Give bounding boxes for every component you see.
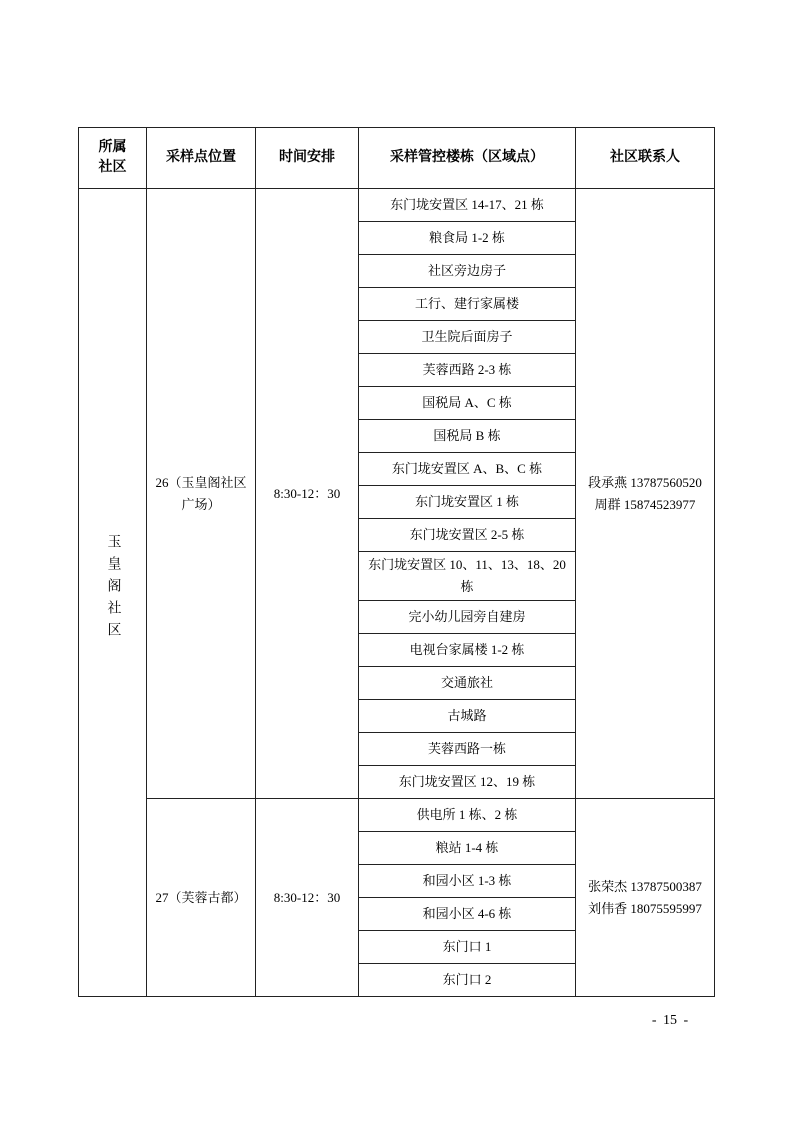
sampling-table <box>78 127 715 997</box>
building-cell: 国税局 A、C 栋 <box>359 387 576 420</box>
building-cell: 和园小区 1-3 栋 <box>359 865 576 898</box>
building-cell: 东门口 2 <box>359 964 576 997</box>
building-cell: 电视台家属楼 1-2 栋 <box>359 634 576 667</box>
contact-line: 张荣杰 13787500387 <box>588 878 702 894</box>
header-location: 采样点位置 <box>147 128 256 189</box>
building-cell: 完小幼儿园旁自建房 <box>359 601 576 634</box>
building-cell: 工行、建行家属楼 <box>359 288 576 321</box>
time-cell-point26: 8:30-12：30 <box>256 189 359 799</box>
building-cell: 东门垅安置区 A、B、C 栋 <box>359 453 576 486</box>
building-cell: 东门垅安置区 1 栋 <box>359 486 576 519</box>
building-cell: 社区旁边房子 <box>359 255 576 288</box>
community-cell <box>79 189 147 997</box>
building-cell: 卫生院后面房子 <box>359 321 576 354</box>
location-cell-point26: 26（玉皇阁社区广场） <box>147 189 256 799</box>
header-buildings: 采样管控楼栋（区域点） <box>359 128 576 189</box>
building-cell: 芙蓉西路 2-3 栋 <box>359 354 576 387</box>
building-cell: 粮站 1-4 栋 <box>359 832 576 865</box>
header-time: 时间安排 <box>256 128 359 189</box>
community-name: 玉皇阁社区 <box>105 534 121 644</box>
location-cell-point27: 27（芙蓉古都） <box>147 799 256 997</box>
header-contact: 社区联系人 <box>576 128 715 189</box>
building-cell: 古城路 <box>359 700 576 733</box>
time-cell-point27: 8:30-12：30 <box>256 799 359 997</box>
contact-cell-point26 <box>576 189 715 799</box>
building-cell: 粮食局 1-2 栋 <box>359 222 576 255</box>
building-cell: 供电所 1 栋、2 栋 <box>359 799 576 832</box>
header-community <box>79 128 147 189</box>
contact-line: 刘伟香 18075595997 <box>588 900 702 916</box>
building-cell: 东门垅安置区 10、11、13、18、20 栋 <box>359 552 576 601</box>
building-cell: 和园小区 4-6 栋 <box>359 898 576 931</box>
table-row <box>79 189 715 222</box>
contact-line: 周群 15874523977 <box>594 496 696 512</box>
building-cell: 芙蓉西路一栋 <box>359 733 576 766</box>
building-cell: 国税局 B 栋 <box>359 420 576 453</box>
page-number: - 15 - <box>651 1013 689 1028</box>
building-cell: 交通旅社 <box>359 667 576 700</box>
header-row <box>79 128 715 189</box>
building-cell: 东门垅安置区 2-5 栋 <box>359 519 576 552</box>
building-cell: 东门垅安置区 12、19 栋 <box>359 766 576 799</box>
contact-line: 段承燕 13787560520 <box>588 474 702 490</box>
building-cell: 东门口 1 <box>359 931 576 964</box>
building-cell: 东门垅安置区 14-17、21 栋 <box>359 189 576 222</box>
contact-cell-point27 <box>576 799 715 997</box>
header-community-label: 所属社区 <box>98 140 127 175</box>
table-row <box>79 799 715 832</box>
